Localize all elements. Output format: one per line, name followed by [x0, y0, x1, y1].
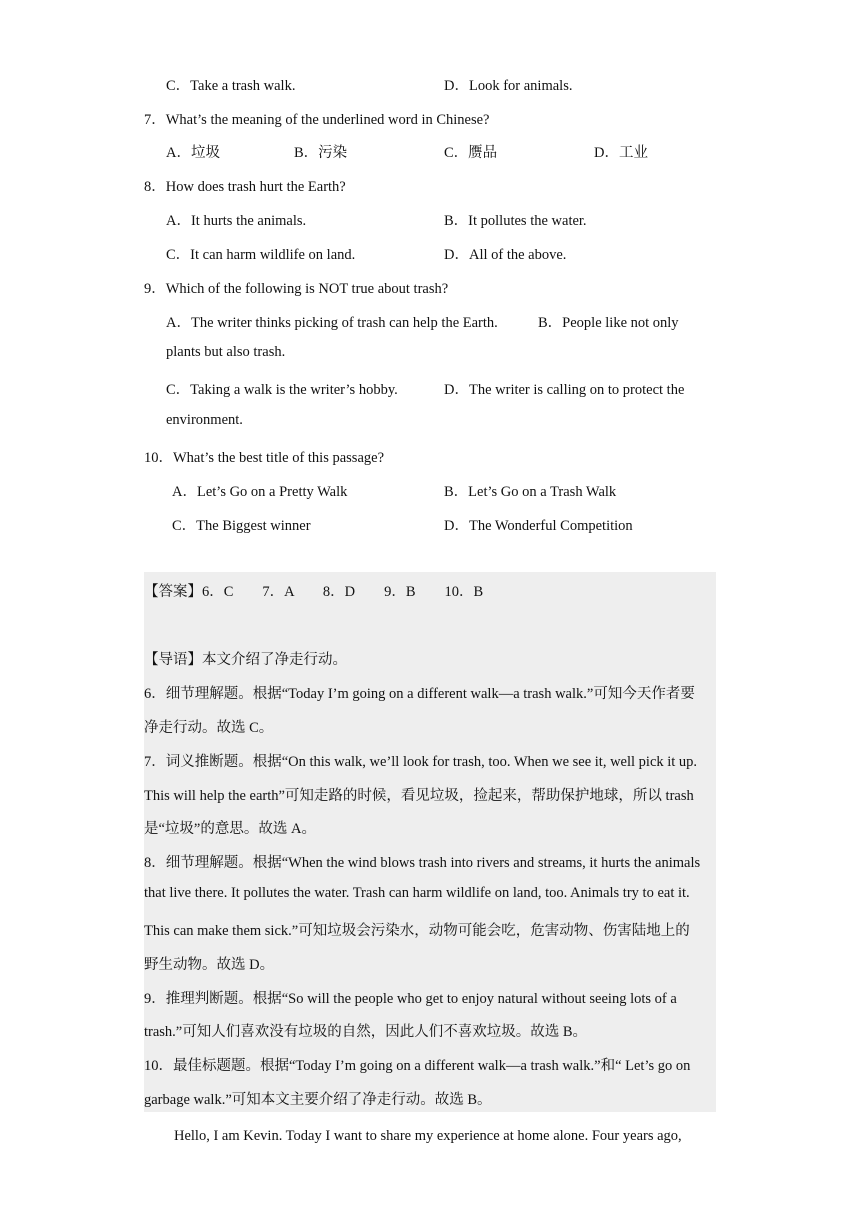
q8-option-d: D．All of the above.: [444, 247, 567, 263]
q7-option-d: D．工业: [594, 145, 648, 161]
q8-option-c: C．It can harm wildlife on land.: [166, 247, 356, 263]
answer-explanation-box: [144, 572, 716, 1112]
q7-option-c: C．赝品: [444, 145, 498, 161]
explanation-7-line-1: 7．词义推断题。根据“On this walk, we’ll look for trash, too. When we see it, well pick it up.: [144, 754, 698, 770]
explanation-9-line-1: 9．推理判断题。根据“So will the people who get to enjoy natural without seeing lots of a: [144, 991, 677, 1007]
explanation-8-line-2: that live there. It pollutes the water. Trash can harm wildlife on land, too. Animals try to eat it.: [144, 885, 690, 901]
explanation-10-line-2: garbage walk.”可知本文主要介绍了净走行动。故选 B。: [144, 1092, 492, 1108]
explanation-8-line-1: 8．细节理解题。根据“When the wind blows trash into rivers and streams, it hurts the animals: [144, 855, 701, 871]
q10-option-c: C．The Biggest winner: [172, 518, 311, 534]
explanation-9-line-2: trash.”可知人们喜欢没有垃圾的自然，因此人们不喜欢垃圾。故选 B。: [144, 1024, 588, 1040]
q7-question: 7．What’s the meaning of the underlined word in Chinese?: [144, 112, 490, 128]
q9-option-d: D．The writer is calling on to protect the: [444, 382, 685, 398]
explanation-7-line-2: This will help the earth”可知走路的时候，看见垃圾，捡起来，帮助保护地球，所以 trash: [144, 788, 694, 804]
q6-option-d: D．Look for animals.: [444, 78, 573, 94]
q9-question: 9．Which of the following is NOT true about trash?: [144, 281, 449, 297]
explanation-10-line-1: 10．最佳标题题。根据“Today I’m going on a different walk—a trash walk.”和“ Let’s go on: [144, 1058, 691, 1074]
answer-key-line: 【答案】6．C 7．A 8．D 9．B 10．B: [144, 584, 484, 600]
q7-option-a: A．垃圾: [166, 145, 220, 161]
q10-question: 10．What’s the best title of this passage?: [144, 450, 385, 466]
q10-option-b: B．Let’s Go on a Trash Walk: [444, 484, 617, 500]
q8-option-a: A．It hurts the animals.: [166, 213, 307, 229]
q10-option-d: D．The Wonderful Competition: [444, 518, 633, 534]
q9-option-c: C．Taking a walk is the writer’s hobby.: [166, 382, 398, 398]
q6-option-c: C．Take a trash walk.: [166, 78, 296, 94]
guide-intro: 【导语】本文介绍了净走行动。: [144, 652, 347, 668]
explanation-6-line-1: 6．细节理解题。根据“Today I’m going on a different walk—a trash walk.”可知今天作者要: [144, 686, 695, 702]
explanation-8-line-4: 野生动物。故选 D。: [144, 957, 275, 973]
next-passage-line: Hello, I am Kevin. Today I want to share my experience at home alone. Four years ago,: [174, 1128, 682, 1144]
q7-option-b: B．污染: [294, 145, 348, 161]
explanation-7-line-3: 是“垃圾”的意思。故选 A。: [144, 821, 316, 837]
q10-option-a: A．Let’s Go on a Pretty Walk: [172, 484, 348, 500]
q9-option-d-continued: environment.: [166, 412, 243, 428]
explanation-8-line-3: This can make them sick.”可知垃圾会污染水，动物可能会吃，危害动物、伤害陆地上的: [144, 923, 690, 939]
explanation-6-line-2: 净走行动。故选 C。: [144, 720, 274, 736]
q9-option-b-continued: plants but also trash.: [166, 344, 286, 360]
q9-option-a: A．The writer thinks picking of trash can help the Earth.: [166, 315, 498, 331]
q9-option-b: B．People like not only: [538, 315, 679, 331]
q8-option-b: B．It pollutes the water.: [444, 213, 587, 229]
q8-question: 8．How does trash hurt the Earth?: [144, 179, 346, 195]
